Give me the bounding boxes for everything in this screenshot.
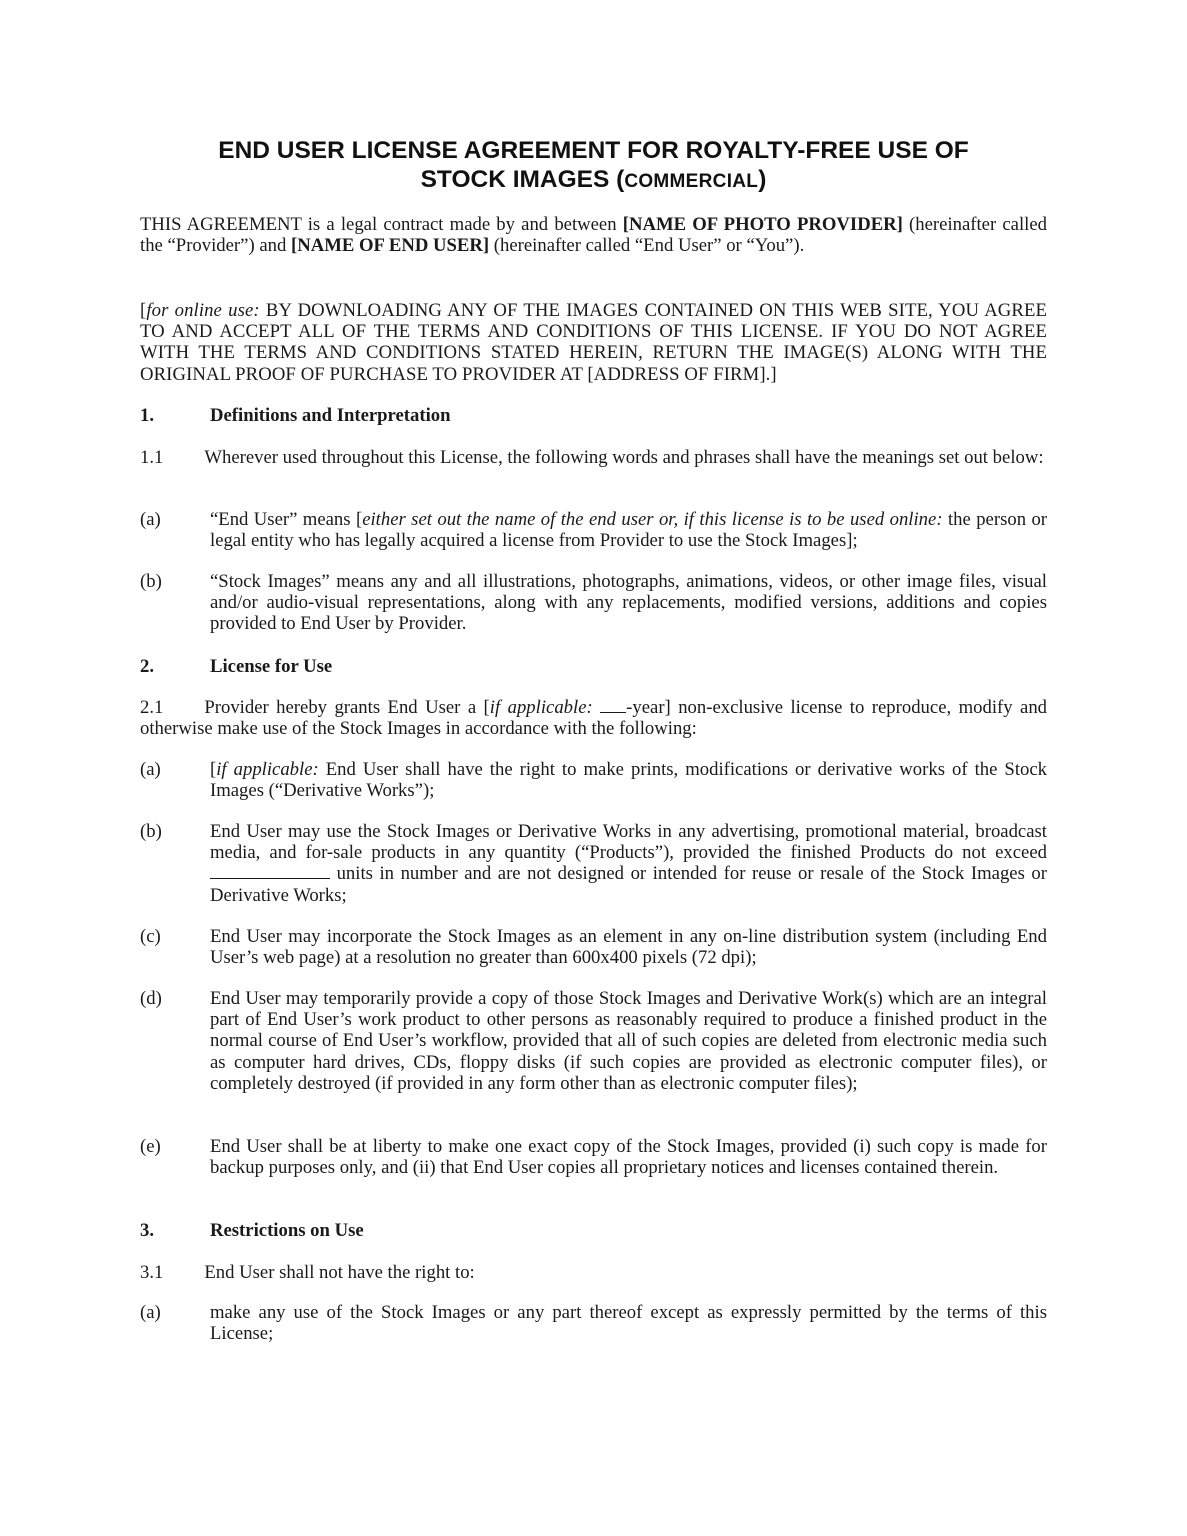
item-text: [ (210, 759, 217, 780)
intro-text-3: (hereinafter called “End User” or “You”). (489, 235, 805, 257)
title-line-2-smallcaps: COMMERCIAL (624, 171, 759, 192)
item-label: (b) (140, 821, 162, 842)
online-notice-text: BY DOWNLOADING ANY OF THE IMAGES CONTAINED ON THIS WEB SITE, YOU AGREE TO AND ACCEPT ALL OF THE TERMS AND CONDITIONS OF THIS LICENSE. IF YOU DO NOT AGREE WITH THE TERMS AND CONDITIONS STATED HEREIN, RETURN THE IMAGE(S) ALONG WITH THE ORIGINAL PROOF OF PURCHASE TO PROVIDER AT [ADDRESS OF FIRM].] (140, 300, 1048, 385)
item-label: (a) (140, 759, 161, 780)
online-use-notice (140, 300, 1047, 385)
year-blank-field (600, 697, 626, 713)
section-title: Definitions and Interpretation (210, 405, 451, 426)
section-title: Restrictions on Use (210, 1220, 364, 1241)
item-text: End User may use the Stock Images or Derivative Works in any advertising, promotional material, broadcast media, and for-sale products in any quantity (“Products”), provided the finished Products do not exceed (210, 821, 1047, 864)
item-label: (c) (140, 926, 161, 947)
item-body: End User shall be at liberty to make one exact copy of the Stock Images, provided (i) such copy is made for backup purposes only, and (ii) that End User copies all proprietary notices and licenses contained therein. (210, 1136, 1047, 1179)
item-italic-text: either set out the name of the end user or, if this license is to be used online: (362, 509, 943, 530)
title-line-2-end: ) (758, 166, 767, 193)
section-title: License for Use (210, 656, 333, 677)
clause-number: 2.1 (140, 697, 164, 718)
title-line-1: END USER LICENSE AGREEMENT FOR ROYALTY-FREE USE OF (218, 137, 969, 164)
item-body (210, 759, 1047, 801)
clause-number: 1.1 (140, 447, 164, 468)
item-body: End User may temporarily provide a copy of those Stock Images and Derivative Work(s) which are an integral part of End User’s work product to other persons as reasonably required to produce a finished product in the normal course of End User’s workflow, provided that all of such copies are deleted from electronic media such as computer hard drives, CDs, floppy disks (if such copies are provided as electronic computer files), or completely destroyed (if provided in any form other than as electronic computer files); (210, 988, 1047, 1094)
section-number: 2. (140, 656, 155, 677)
section-number: 1. (140, 405, 155, 426)
clause-2-1 (140, 697, 1047, 739)
quantity-blank-field (210, 863, 330, 879)
clause-text: End User shall not have the right to: (204, 1262, 475, 1283)
clause-number: 3.1 (140, 1262, 164, 1283)
document-title (140, 136, 1047, 196)
intro-text-1: THIS AGREEMENT is a legal contract made by and between (140, 214, 623, 235)
end-user-placeholder: [NAME OF END USER] (291, 235, 490, 257)
clause-text: -year] non-exclusive license to reproduce, modify and otherwise make use of the Stock Images in accordance with the following: (140, 697, 1048, 740)
provider-placeholder: [NAME OF PHOTO PROVIDER] (622, 214, 903, 235)
item-label: (a) (140, 509, 161, 530)
item-label: (d) (140, 988, 162, 1009)
item-body: “Stock Images” means any and all illustrations, photographs, animations, videos, or other image files, visual and/or audio-visual representations, along with any replacements, modified versions, additions and copies provided to End User by Provider. (210, 571, 1047, 635)
clause-text: Wherever used throughout this License, the following words and phrases shall have the meanings set out below: (204, 447, 1044, 468)
item-body (210, 821, 1047, 906)
item-label: (b) (140, 571, 162, 592)
clause-3-1 (140, 1262, 1047, 1283)
item-body (210, 509, 1047, 551)
item-text: “End User” means [ (210, 509, 363, 530)
item-label: (a) (140, 1302, 161, 1323)
item-body: make any use of the Stock Images or any part thereof except as expressly permitted by the terms of this License; (210, 1302, 1047, 1345)
item-text: units in number and are not designed or intended for reuse or resale of the Stock Images or Derivative Works; (210, 863, 1048, 906)
item-text: End User shall have the right to make prints, modifications or derivative works of the Stock Images (“Derivative Works”); (210, 759, 1047, 802)
clause-1-1 (140, 447, 1047, 468)
online-notice-bracket: [ (140, 300, 147, 321)
item-text: the person or legal entity who has legally acquired a license from Provider to use the Stock Images]; (210, 509, 1048, 552)
title-line-2 (140, 165, 1047, 196)
online-notice-italic: for online use: (146, 300, 260, 321)
item-body: End User may incorporate the Stock Images as an element in any on-line distribution system (including End User’s web page) at a resolution no greater than 600x400 pixels (72 dpi); (210, 926, 1047, 969)
title-line-2-main: STOCK IMAGES ( (420, 166, 625, 193)
intro-text-2: (hereinafter called the “Provider”) and (140, 214, 1047, 257)
clause-italic-text: if applicable: (489, 697, 593, 718)
section-number: 3. (140, 1220, 155, 1241)
item-italic-text: if applicable: (216, 759, 319, 780)
clause-text: Provider hereby grants End User a [ (204, 697, 490, 718)
item-label: (e) (140, 1136, 161, 1157)
intro-paragraph (140, 214, 1047, 256)
